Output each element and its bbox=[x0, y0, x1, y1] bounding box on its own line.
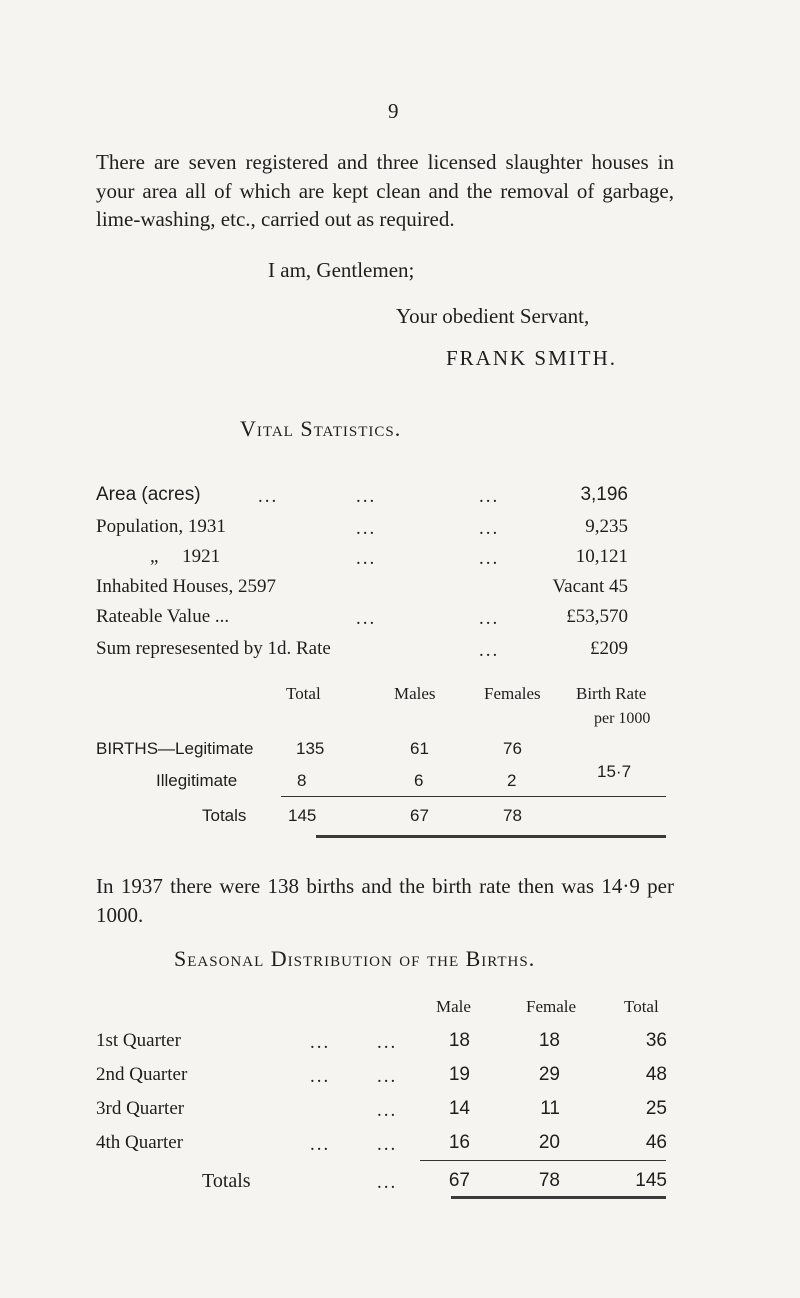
vs-dots: ... bbox=[356, 608, 377, 629]
births-header-total: Total bbox=[286, 684, 321, 703]
seasonal-table-rule bbox=[420, 1160, 666, 1161]
seasonal-totals-total: 145 bbox=[635, 1170, 667, 1191]
vs-label-penny-rate: Sum represesented by 1d. Rate bbox=[96, 638, 331, 659]
vs-value-vacant: Vacant 45 bbox=[552, 576, 628, 597]
seasonal-dots: ... bbox=[377, 1032, 398, 1053]
closing: Your obedient Servant, bbox=[396, 304, 590, 328]
vs-dots: ... bbox=[356, 518, 377, 539]
seasonal-cell-male: 14 bbox=[448, 1098, 470, 1119]
seasonal-cell-female: 11 bbox=[540, 1098, 560, 1119]
seasonal-heading: Seasonal Distribution of the Births. bbox=[174, 946, 536, 971]
seasonal-row-label: 2nd Quarter bbox=[96, 1064, 188, 1085]
seasonal-totals-male: 67 bbox=[448, 1170, 470, 1191]
seasonal-header-female: Female bbox=[526, 997, 577, 1016]
note-1937: In 1937 there were 138 births and the birth rate then was 14·9 per 1000. bbox=[96, 874, 674, 927]
seasonal-totals-label: Totals bbox=[202, 1170, 251, 1192]
births-header-birth-rate: Birth Rate bbox=[576, 684, 647, 703]
births-totals-label: Totals bbox=[202, 806, 247, 825]
seasonal-header-total: Total bbox=[624, 997, 659, 1016]
seasonal-dots: ... bbox=[377, 1134, 398, 1155]
births-cell-females: 76 bbox=[503, 739, 522, 758]
vs-label-inhabited-houses: Inhabited Houses, 2597 bbox=[96, 576, 276, 597]
vs-dots: ... bbox=[258, 486, 279, 507]
seasonal-cell-total: 48 bbox=[645, 1064, 667, 1085]
vs-label-area: Area (acres) bbox=[96, 484, 201, 505]
vs-value-area: 3,196 bbox=[580, 484, 628, 505]
seasonal-cell-female: 18 bbox=[538, 1030, 560, 1051]
births-cell-females: 2 bbox=[507, 771, 517, 790]
vs-value-rateable-value: £53,570 bbox=[566, 606, 628, 627]
seasonal-row-label: 3rd Quarter bbox=[96, 1098, 185, 1119]
seasonal-cell-total: 25 bbox=[645, 1098, 667, 1119]
signature: FRANK SMITH. bbox=[446, 346, 618, 370]
births-birth-rate-value: 15·7 bbox=[597, 762, 632, 781]
births-header-males: Males bbox=[394, 684, 436, 703]
vs-dots: ... bbox=[356, 548, 377, 569]
seasonal-cell-male: 19 bbox=[448, 1064, 470, 1085]
vs-dots: ... bbox=[479, 548, 500, 569]
seasonal-dots: ... bbox=[377, 1172, 398, 1193]
seasonal-table-bottom-rule bbox=[451, 1196, 666, 1199]
births-header-females: Females bbox=[484, 684, 541, 703]
seasonal-row-label: 1st Quarter bbox=[96, 1030, 181, 1051]
seasonal-dots: ... bbox=[377, 1066, 398, 1087]
births-table-bottom-rule bbox=[316, 835, 666, 838]
births-totals-males: 67 bbox=[410, 806, 429, 825]
births-cell-males: 61 bbox=[410, 739, 429, 758]
seasonal-row-label: 4th Quarter bbox=[96, 1132, 184, 1153]
vs-label-population-1931: Population, 1931 bbox=[96, 516, 226, 537]
seasonal-cell-female: 29 bbox=[538, 1064, 560, 1085]
seasonal-cell-male: 16 bbox=[448, 1132, 470, 1153]
vital-statistics-heading: Vital Statistics. bbox=[240, 416, 402, 441]
vs-label-rateable-value: Rateable Value ... bbox=[96, 606, 230, 627]
vs-dots: ... bbox=[479, 608, 500, 629]
births-cell-males: 6 bbox=[414, 771, 424, 790]
seasonal-dots: ... bbox=[377, 1100, 398, 1121]
vs-dots: ... bbox=[479, 640, 500, 661]
vs-dots: ... bbox=[356, 486, 377, 507]
vs-value-population-1931: 9,235 bbox=[585, 516, 628, 537]
seasonal-dots: ... bbox=[310, 1066, 331, 1087]
seasonal-dots: ... bbox=[310, 1134, 331, 1155]
births-row-label: Illegitimate bbox=[156, 771, 238, 790]
seasonal-header-male: Male bbox=[436, 997, 471, 1016]
births-totals-total: 145 bbox=[288, 806, 317, 825]
seasonal-cell-total: 46 bbox=[645, 1132, 667, 1153]
seasonal-dots: ... bbox=[310, 1032, 331, 1053]
salutation: I am, Gentlemen; bbox=[268, 258, 415, 282]
births-table-rule bbox=[281, 796, 666, 797]
page-number: 9 bbox=[388, 99, 399, 123]
seasonal-cell-male: 18 bbox=[448, 1030, 470, 1051]
vs-dots: ... bbox=[479, 518, 500, 539]
seasonal-cell-total: 36 bbox=[645, 1030, 667, 1051]
births-row-label: BIRTHS—Legitimate bbox=[96, 739, 254, 758]
births-cell-total: 8 bbox=[297, 771, 307, 790]
letter-paragraph: There are seven registered and three licensed slaughter houses in your area all of which are kept clean and the removal of garbage, lime-washing, etc., carried out as required. bbox=[96, 150, 674, 231]
births-header-birth-rate-sub: per 1000 bbox=[594, 710, 651, 727]
births-totals-females: 78 bbox=[503, 806, 522, 825]
vs-value-penny-rate: £209 bbox=[590, 638, 628, 659]
vs-label-population-1921: „ 1921 bbox=[150, 546, 221, 567]
vs-value-population-1921: 10,121 bbox=[575, 546, 628, 567]
seasonal-totals-female: 78 bbox=[538, 1170, 560, 1191]
births-cell-total: 135 bbox=[296, 739, 325, 758]
seasonal-cell-female: 20 bbox=[538, 1132, 560, 1153]
vs-dots: ... bbox=[479, 486, 500, 507]
